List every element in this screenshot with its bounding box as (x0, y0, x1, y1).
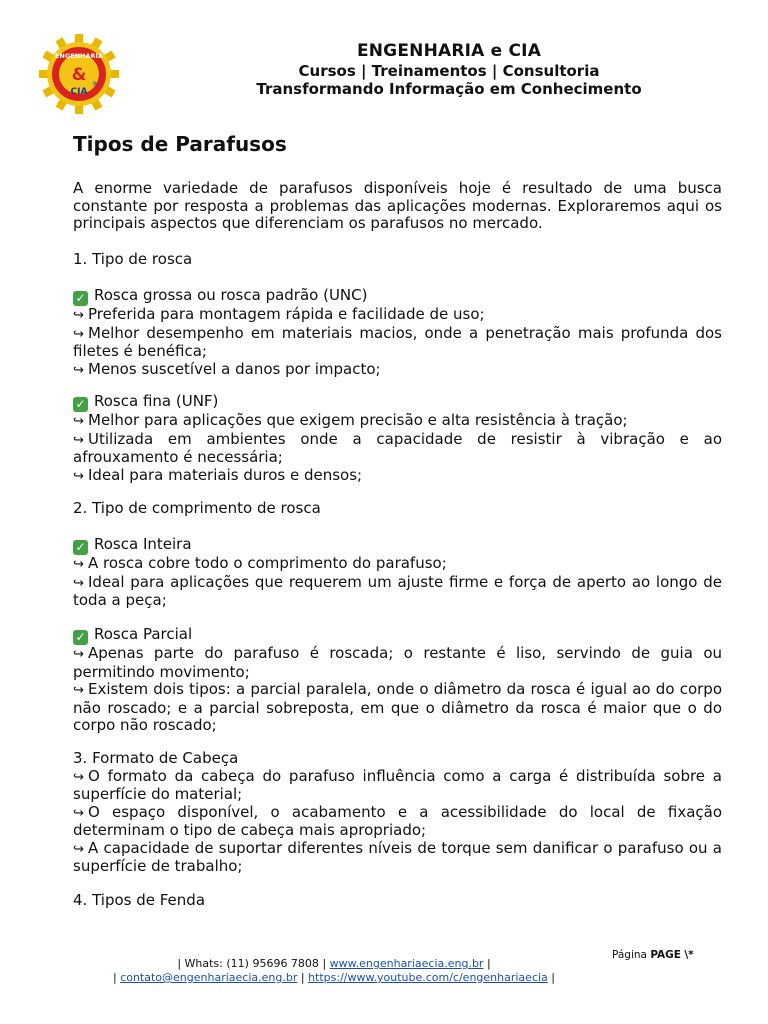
page-field-suffix: \* (684, 949, 694, 961)
page-label: Página (612, 949, 647, 961)
group-title-text: Rosca Parcial (94, 625, 193, 643)
bullet-item: ↪ Existem dois tipos: a parcial paralela, onde o diâmetro da rosca é igual ao do corpo não roscado; e a parcial sobreposta, em que o diâmetro da rosca é maior que o do corpo não roscado; (73, 680, 722, 734)
arrow-icon: ↪ (73, 683, 84, 698)
logo-registered-mark: ® (92, 81, 98, 88)
group-title (73, 287, 722, 306)
group-rosca-inteira (73, 536, 722, 610)
bullet-item: ↪ Preferida para montagem rápida e facilidade de uso; (73, 305, 485, 323)
company-logo (39, 34, 119, 114)
section-heading-4: 4. Tipos de Fenda (73, 891, 206, 909)
company-tagline: Transformando Informação em Conhecimento (256, 80, 642, 98)
arrow-icon: ↪ (73, 557, 84, 572)
document-title: Tipos de Parafusos (73, 132, 287, 156)
bullet-item: ↪ Ideal para aplicações que requerem um ajuste firme e força de aperto ao longo de toda a peça; (73, 572, 722, 609)
company-name: ENGENHARIA e CIA (356, 41, 542, 61)
bullet-item: ↪ Utilizada em ambientes onde a capacidade de resistir à vibração e ao afrouxamento é necessária; (73, 429, 722, 466)
group-rosca-fina (73, 393, 722, 485)
arrow-icon: ↪ (73, 841, 84, 857)
arrow-icon: ↪ (73, 468, 84, 484)
arrow-icon: ↪ (73, 308, 84, 323)
footer-contact-line-1: | Whats: (11) 95696 7808 | www.engenhariaecia.eng.br | (177, 957, 491, 970)
bullet-item: ↪ Melhor desempenho em materiais macios, onde a penetração mais profunda dos filetes é benéfica; (73, 323, 722, 360)
checkmark-icon: ✓ (73, 291, 88, 306)
arrow-icon: ↪ (73, 769, 84, 785)
group-title (73, 626, 722, 645)
company-services: Cursos | Treinamentos | Consultoria (298, 62, 600, 80)
footer-email-link[interactable]: contato@engenhariaecia.eng.br (120, 971, 298, 984)
bullet-item: ↪ A rosca cobre todo o comprimento do parafuso; (73, 554, 447, 572)
group-rosca-grossa (73, 287, 722, 379)
logo-text-engenharia: ENGENHARIA (54, 52, 104, 60)
bullet-item: ↪ A capacidade de suportar diferentes níveis de torque sem danificar o parafuso ou a superfície de trabalho; (73, 838, 722, 875)
section-heading-2: 2. Tipo de comprimento de rosca (73, 499, 321, 517)
group-title (73, 393, 722, 412)
footer-website-link[interactable]: www.engenhariaecia.eng.br (329, 957, 484, 970)
arrow-icon: ↪ (73, 414, 84, 429)
arrow-icon: ↪ (73, 362, 84, 378)
page-header (130, 40, 768, 98)
section-heading-1: 1. Tipo de rosca (73, 250, 193, 268)
group-title-text: Rosca fina (UNF) (94, 392, 219, 410)
group-title-text: Rosca Inteira (94, 535, 192, 553)
bullet-item: ↪ Melhor para aplicações que exigem precisão e alta resistência à tração; (73, 411, 628, 429)
bullet-item: ↪ Ideal para materiais duros e densos; (73, 465, 363, 484)
intro-paragraph: A enorme variedade de parafusos disponíveis hoje é resultado de uma busca constante por resposta a problemas das aplicações modernas. Exploraremos aqui os principais aspectos que diferenciam os parafusos no mercado. (73, 179, 722, 232)
arrow-icon: ↪ (73, 647, 84, 662)
checkmark-icon: ✓ (73, 630, 88, 645)
footer-youtube-link[interactable]: https://www.youtube.com/c/engenhariaecia (308, 971, 548, 984)
group-rosca-parcial (73, 626, 722, 735)
bullet-item: ↪ Apenas parte do parafuso é roscada; o restante é liso, servindo de guia ou permitindo movimento; (73, 644, 722, 681)
group-title-text: Rosca grossa ou rosca padrão (UNC) (94, 286, 368, 304)
gear-logo-icon (39, 34, 119, 114)
footer-whatsapp: Whats: (11) 95696 7808 (184, 957, 319, 970)
section-heading-3: 3. Formato de Cabeça (73, 749, 239, 767)
bullet-item: ↪ O formato da cabeça do parafuso influência como a carga é distribuída sobre a superfície do material; (73, 766, 722, 803)
checkmark-icon: ✓ (73, 397, 88, 412)
arrow-icon: ↪ (73, 326, 84, 342)
bullet-item: ↪ Menos suscetível a danos por impacto; (73, 359, 381, 378)
arrow-icon: ↪ (73, 575, 84, 591)
checkmark-icon: ✓ (73, 540, 88, 555)
section-3 (73, 750, 722, 876)
arrow-icon: ↪ (73, 805, 84, 821)
footer-contact-line-2: | contato@engenhariaecia.eng.br | https://www.youtube.com/c/engenhariaecia | (112, 971, 556, 984)
arrow-icon: ↪ (73, 432, 84, 448)
logo-text-cia: CIA (70, 87, 88, 97)
group-title (73, 536, 722, 555)
logo-ampersand: & (71, 65, 87, 85)
page-field-code: PAGE (650, 949, 681, 961)
bullet-item: ↪ O espaço disponível, o acabamento e a acessibilidade do local de fixação determinam o tipo de cabeça mais apropriado; (73, 802, 722, 839)
